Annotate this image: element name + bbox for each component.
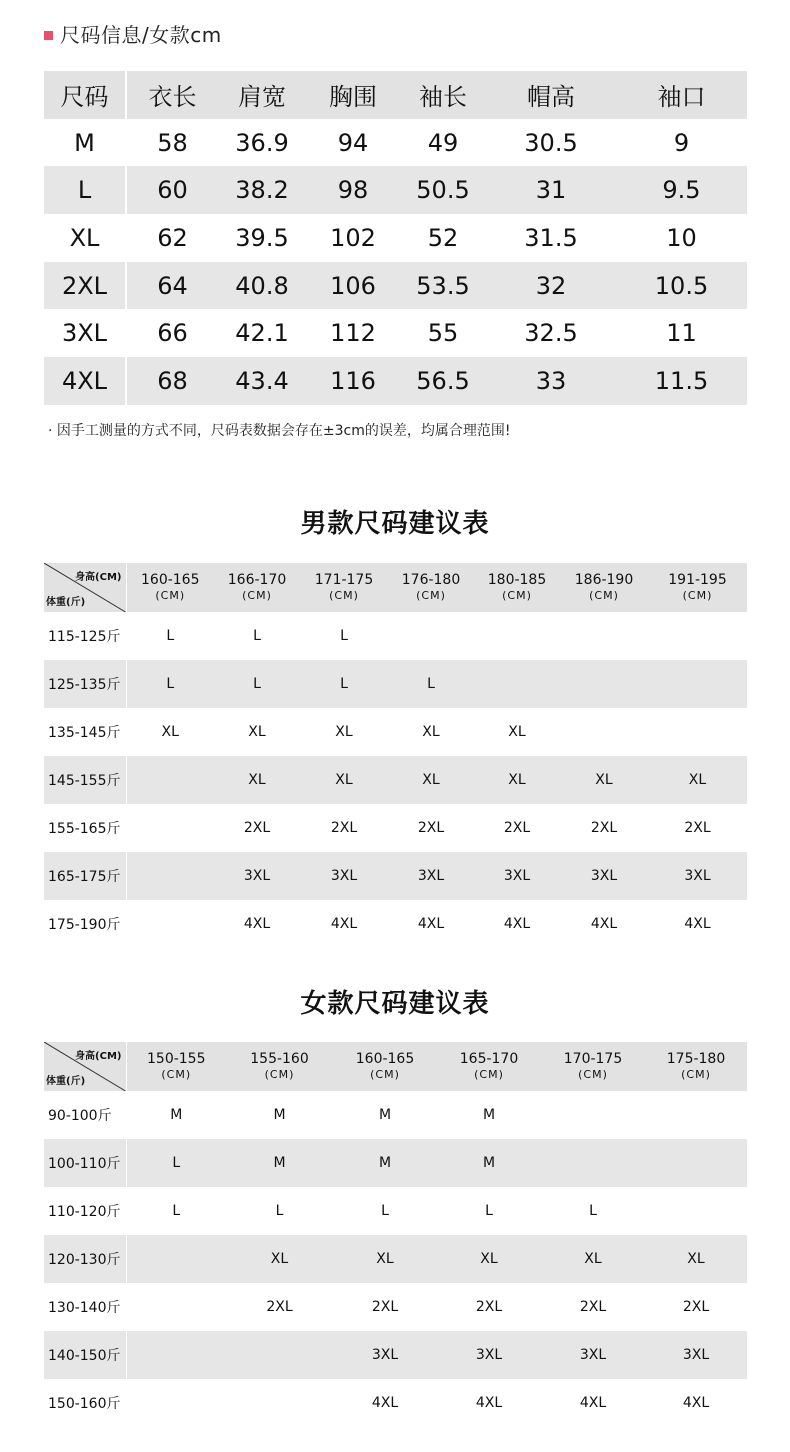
- recommended-size-cell: [226, 1331, 333, 1379]
- size-value-cell: 50.5: [416, 176, 470, 205]
- size-table-header-cell: 尺码: [44, 71, 126, 119]
- recommended-size-cell: 3XL: [684, 868, 711, 884]
- recommendation-row: [44, 1091, 747, 1139]
- recommendation-row: [44, 1331, 747, 1379]
- size-value-cell: 116: [330, 366, 376, 395]
- weight-range-cell: 90-100斤: [44, 1091, 126, 1139]
- recommendation-row: [44, 852, 747, 900]
- recommended-size-cell: [648, 708, 747, 756]
- size-value-cell: 10: [666, 223, 697, 252]
- height-range-header: [226, 1042, 333, 1091]
- recommended-size-cell: 4XL: [417, 916, 445, 932]
- unit-label: (CM): [681, 1067, 711, 1081]
- size-value-cell: 53.5: [416, 271, 470, 300]
- height-range-header: [541, 1042, 645, 1091]
- size-value-cell: 39.5: [235, 223, 289, 252]
- recommended-size-cell: 3XL: [579, 1347, 607, 1363]
- weight-range-cell: 135-145斤: [44, 708, 126, 756]
- section-title: 尺码信息/女款cm: [60, 22, 222, 47]
- recommended-size-cell: [474, 612, 560, 660]
- weight-range-cell: 120-130斤: [44, 1235, 126, 1283]
- height-range-label: 186-190: [574, 571, 634, 588]
- measurement-note: · 因手工测量的方式不同，尺码表数据会存在±3cm的误差，均属合理范围!: [48, 423, 511, 439]
- recommended-size-cell: [648, 660, 747, 708]
- size-label-cell: M: [44, 119, 126, 167]
- recommended-size-cell: 2XL: [503, 820, 531, 836]
- size-value-cell: 31: [535, 176, 567, 205]
- size-value-cell: 49: [427, 128, 459, 157]
- size-value-cell: 9.5: [662, 176, 701, 205]
- recommended-size-cell: M: [170, 1107, 183, 1123]
- size-value-cell: 58: [157, 128, 188, 157]
- weight-range-cell: 140-150斤: [44, 1331, 126, 1379]
- recommended-size-cell: 3XL: [682, 1347, 710, 1363]
- height-range-label: 166-170: [227, 571, 287, 588]
- weight-range-cell: 145-155斤: [44, 756, 126, 804]
- size-value-cell: 42.1: [235, 319, 289, 348]
- size-value-cell: 36.9: [235, 128, 289, 157]
- size-table-header-cell: 袖口: [657, 83, 706, 112]
- recommended-size-cell: 4XL: [503, 916, 531, 932]
- height-range-header: [214, 563, 300, 612]
- recommended-size-cell: 2XL: [417, 820, 445, 836]
- recommended-size-cell: XL: [687, 1251, 705, 1267]
- recommended-size-cell: 3XL: [590, 868, 618, 884]
- weight-range-cell: 110-120斤: [44, 1187, 126, 1235]
- recommended-size-cell: 3XL: [417, 868, 445, 884]
- corner-height-label: 身高(CM): [75, 1051, 122, 1062]
- size-value-cell: 52: [427, 223, 459, 252]
- height-range-header: [126, 1042, 226, 1091]
- recommended-size-cell: 2XL: [682, 1299, 710, 1315]
- recommendation-row: [44, 1379, 747, 1427]
- height-range-label: 170-175: [563, 1050, 623, 1067]
- recommended-size-cell: 4XL: [590, 916, 618, 932]
- recommended-size-cell: 4XL: [684, 916, 711, 932]
- weight-range-cell: 150-160斤: [44, 1379, 126, 1427]
- recommended-size-cell: 2XL: [590, 820, 618, 836]
- size-table-header-cell: 帽高: [527, 83, 575, 112]
- recommended-size-cell: [541, 1139, 645, 1187]
- size-value-cell: 98: [337, 176, 369, 205]
- recommended-size-cell: XL: [248, 724, 266, 740]
- recommendation-row: [44, 708, 747, 756]
- height-range-label: 155-160: [250, 1050, 309, 1067]
- weight-range-cell: 175-190斤: [44, 900, 126, 948]
- recommendation-row: [44, 900, 747, 948]
- unit-label: (CM): [161, 1067, 192, 1081]
- unit-label: (CM): [682, 588, 713, 602]
- size-value-cell: 30.5: [524, 128, 578, 157]
- section-header: [44, 18, 222, 48]
- recommended-size-cell: [126, 852, 214, 900]
- recommended-size-cell: [645, 1187, 747, 1235]
- height-range-header: [474, 563, 560, 612]
- recommended-size-cell: XL: [508, 772, 526, 788]
- recommended-size-cell: 4XL: [243, 916, 271, 932]
- size-table-header-cell: 胸围: [329, 83, 377, 112]
- recommended-size-cell: [126, 804, 214, 852]
- recommendation-row: [44, 756, 747, 804]
- size-value-cell: 9: [673, 128, 690, 157]
- size-table-header-cell: 肩宽: [238, 83, 286, 112]
- size-table-header-cell: 衣长: [148, 83, 197, 112]
- size-value-cell: 56.5: [416, 366, 470, 395]
- recommended-size-cell: L: [253, 628, 261, 644]
- bullet-square-icon: [44, 31, 53, 40]
- weight-range-cell: 165-175斤: [44, 852, 126, 900]
- size-label-cell: 2XL: [44, 262, 126, 310]
- unit-label: (CM): [474, 1067, 504, 1081]
- recommended-size-cell: L: [427, 676, 435, 692]
- height-range-label: 191-195: [668, 571, 727, 588]
- size-value-cell: 31.5: [524, 223, 578, 252]
- recommended-size-cell: L: [275, 1203, 284, 1219]
- recommended-size-cell: 2XL: [266, 1299, 293, 1315]
- recommended-size-cell: 3XL: [475, 1347, 503, 1363]
- size-value-cell: 55: [427, 319, 459, 348]
- recommended-size-cell: 2XL: [243, 820, 271, 836]
- recommendation-row: [44, 1283, 747, 1331]
- recommended-size-cell: L: [253, 676, 261, 692]
- size-table-row: [44, 309, 747, 357]
- recommended-size-cell: L: [172, 1155, 181, 1171]
- recommended-size-cell: L: [381, 1203, 389, 1219]
- recommended-size-cell: [126, 1283, 226, 1331]
- recommended-size-cell: [126, 1235, 226, 1283]
- recommended-size-cell: 4XL: [330, 916, 358, 932]
- height-range-header: [388, 563, 474, 612]
- size-value-cell: 11.5: [654, 366, 709, 395]
- recommended-size-cell: 2XL: [475, 1299, 503, 1315]
- size-value-cell: 62: [157, 223, 188, 252]
- recommended-size-cell: L: [589, 1203, 597, 1219]
- size-value-cell: 38.2: [235, 176, 289, 205]
- unit-label: (CM): [242, 588, 272, 602]
- size-table-header-cell: 袖长: [419, 83, 467, 112]
- height-range-label: 150-155: [147, 1050, 206, 1067]
- women-size-table: [44, 1042, 748, 1427]
- recommended-size-cell: 4XL: [371, 1395, 399, 1411]
- recommended-size-cell: 4XL: [475, 1395, 503, 1411]
- corner-height-label: 身高(CM): [75, 572, 122, 583]
- recommended-size-cell: 4XL: [682, 1395, 710, 1411]
- recommendation-row: [44, 1139, 747, 1187]
- size-table-body: [44, 119, 747, 405]
- corner-weight-label: 体重(斤): [46, 597, 86, 608]
- recommended-size-cell: [560, 708, 648, 756]
- recommended-size-cell: M: [378, 1155, 392, 1171]
- recommended-size-cell: 3XL: [243, 868, 271, 884]
- recommended-size-cell: M: [378, 1107, 392, 1123]
- size-table-row: [44, 214, 747, 262]
- recommended-size-cell: [645, 1139, 747, 1187]
- recommendation-row: [44, 804, 747, 852]
- recommendation-row: [44, 660, 747, 708]
- women-title: 女款尺码建议表: [300, 989, 490, 1019]
- corner-header-cell: [44, 563, 126, 612]
- size-table-row: [44, 357, 747, 405]
- weight-range-cell: 125-135斤: [44, 660, 126, 708]
- recommended-size-cell: [126, 900, 214, 948]
- size-label-cell: XL: [44, 214, 126, 262]
- recommended-size-cell: XL: [508, 724, 526, 740]
- recommended-size-cell: [645, 1091, 747, 1139]
- recommended-size-cell: [126, 756, 214, 804]
- recommended-size-cell: 3XL: [371, 1347, 399, 1363]
- recommended-size-cell: L: [340, 628, 348, 644]
- recommended-size-cell: XL: [480, 1251, 498, 1267]
- size-value-cell: 40.8: [235, 271, 289, 300]
- height-range-header: [126, 563, 214, 612]
- height-range-label: 160-165: [355, 1050, 415, 1067]
- unit-label: (CM): [589, 588, 619, 602]
- men-header-row: [44, 563, 747, 612]
- height-range-label: 176-180: [401, 571, 461, 588]
- recommendation-row: [44, 1187, 747, 1235]
- height-range-header: [437, 1042, 541, 1091]
- unit-label: (CM): [502, 588, 532, 602]
- recommended-size-cell: [126, 1379, 226, 1427]
- unit-label: (CM): [578, 1067, 608, 1081]
- recommended-size-cell: [126, 1331, 226, 1379]
- height-range-label: 175-180: [666, 1050, 726, 1067]
- unit-label: (CM): [416, 588, 446, 602]
- unit-label: (CM): [155, 588, 186, 602]
- weight-range-cell: 100-110斤: [44, 1139, 126, 1187]
- size-value-cell: 94: [337, 128, 369, 157]
- size-table-header-row: [44, 71, 747, 119]
- recommended-size-cell: XL: [270, 1251, 289, 1267]
- size-value-cell: 32.5: [524, 319, 578, 348]
- recommended-size-cell: XL: [595, 772, 613, 788]
- recommended-size-cell: L: [172, 1203, 181, 1219]
- recommended-size-cell: [226, 1379, 333, 1427]
- recommended-size-cell: 2XL: [330, 820, 358, 836]
- recommended-size-cell: 2XL: [579, 1299, 607, 1315]
- size-label-cell: L: [44, 166, 126, 214]
- recommended-size-cell: XL: [584, 1251, 602, 1267]
- recommendation-row: [44, 1235, 747, 1283]
- recommended-size-cell: [560, 612, 648, 660]
- weight-range-cell: 130-140斤: [44, 1283, 126, 1331]
- size-value-cell: 106: [330, 271, 376, 300]
- corner-weight-label: 体重(斤): [46, 1076, 86, 1087]
- recommended-size-cell: XL: [422, 724, 440, 740]
- size-value-cell: 11: [666, 319, 697, 348]
- height-range-header: [645, 1042, 747, 1091]
- recommended-size-cell: [560, 660, 648, 708]
- recommended-size-cell: XL: [335, 772, 353, 788]
- size-table-row: [44, 166, 747, 214]
- size-value-cell: 60: [157, 176, 188, 205]
- recommended-size-cell: M: [273, 1107, 286, 1123]
- height-range-header: [560, 563, 648, 612]
- recommended-size-cell: XL: [248, 772, 266, 788]
- weight-range-cell: 155-165斤: [44, 804, 126, 852]
- unit-label: (CM): [370, 1067, 400, 1081]
- recommended-size-cell: XL: [422, 772, 440, 788]
- men-table-body: [44, 612, 747, 948]
- recommended-size-cell: M: [482, 1155, 496, 1171]
- height-range-header: [333, 1042, 437, 1091]
- recommended-size-cell: XL: [376, 1251, 394, 1267]
- men-size-table: [44, 563, 747, 948]
- recommended-size-cell: L: [166, 676, 175, 692]
- recommended-size-cell: L: [340, 676, 348, 692]
- height-range-label: 165-170: [459, 1050, 519, 1067]
- recommended-size-cell: L: [485, 1203, 493, 1219]
- recommended-size-cell: [388, 612, 474, 660]
- size-value-cell: 102: [330, 223, 376, 252]
- size-label-cell: 4XL: [44, 357, 126, 405]
- men-title: 男款尺码建议表: [300, 509, 490, 539]
- size-value-cell: 32: [535, 271, 567, 300]
- recommended-size-cell: 3XL: [330, 868, 358, 884]
- size-value-cell: 43.4: [235, 366, 289, 395]
- recommendation-row: [44, 612, 747, 660]
- recommended-size-cell: M: [482, 1107, 496, 1123]
- recommended-size-cell: 2XL: [684, 820, 711, 836]
- recommended-size-cell: XL: [161, 724, 179, 740]
- size-table: [44, 71, 748, 405]
- recommended-size-cell: M: [273, 1155, 286, 1171]
- size-table-row: [44, 119, 747, 167]
- size-value-cell: 33: [535, 366, 567, 395]
- women-table-body: [44, 1091, 747, 1427]
- height-range-label: 160-165: [141, 571, 200, 588]
- size-value-cell: 112: [330, 319, 376, 348]
- corner-header-cell: [44, 1042, 126, 1091]
- recommended-size-cell: XL: [335, 724, 353, 740]
- recommended-size-cell: L: [166, 628, 175, 644]
- size-value-cell: 66: [157, 319, 188, 348]
- weight-range-cell: 115-125斤: [44, 612, 126, 660]
- height-range-label: 171-175: [314, 571, 374, 588]
- recommended-size-cell: 4XL: [579, 1395, 607, 1411]
- size-value-cell: 10.5: [654, 271, 709, 300]
- women-header-row: [44, 1042, 747, 1091]
- size-label-cell: 3XL: [44, 309, 126, 357]
- unit-label: (CM): [329, 588, 359, 602]
- size-value-cell: 68: [157, 366, 188, 395]
- recommended-size-cell: [474, 660, 560, 708]
- height-range-label: 180-185: [487, 571, 547, 588]
- recommended-size-cell: 3XL: [503, 868, 531, 884]
- height-range-header: [300, 563, 388, 612]
- recommended-size-cell: [648, 612, 747, 660]
- size-table-row: [44, 262, 747, 310]
- size-value-cell: 64: [157, 271, 188, 300]
- recommended-size-cell: XL: [688, 772, 707, 788]
- recommended-size-cell: 2XL: [371, 1299, 399, 1315]
- recommended-size-cell: [541, 1091, 645, 1139]
- unit-label: (CM): [264, 1067, 295, 1081]
- height-range-header: [648, 563, 747, 612]
